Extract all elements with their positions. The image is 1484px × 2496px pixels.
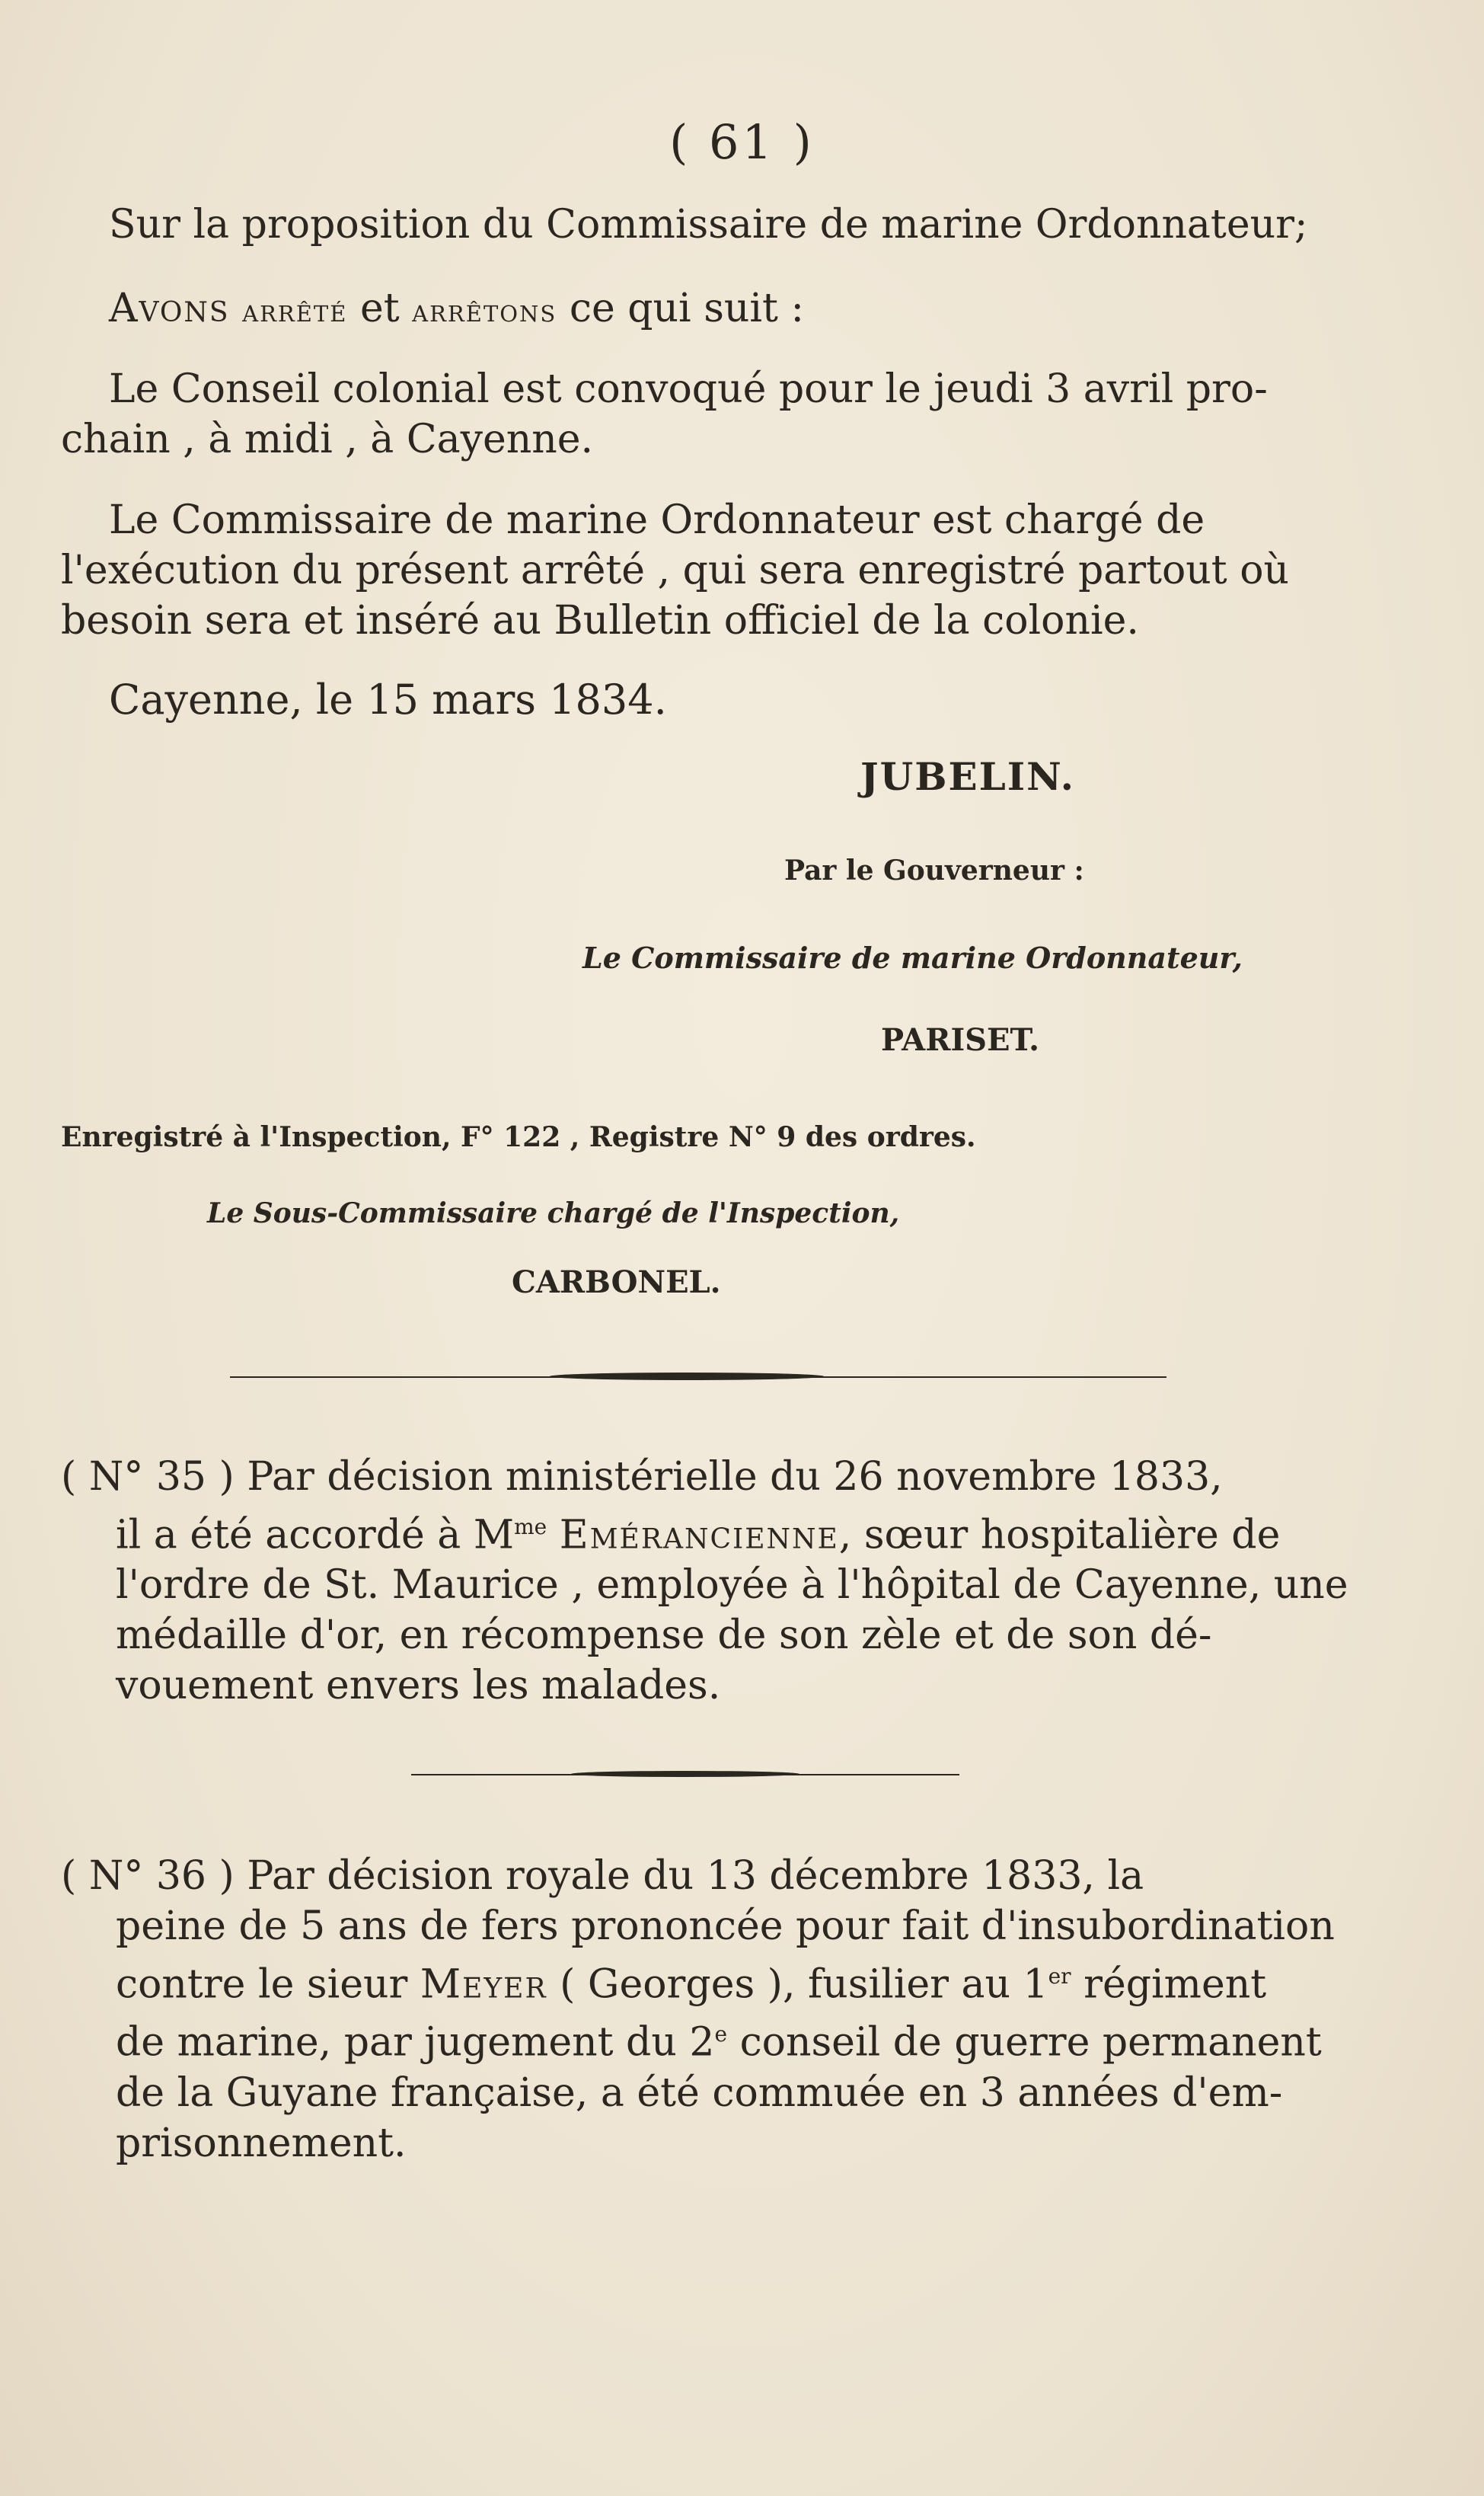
paragraph-execution [61, 495, 1325, 646]
paragraph-convocation [61, 364, 1325, 465]
date-line: Cayenne, le 15 mars 1834. [109, 676, 667, 724]
entry-text: Par décision royale du 13 décembre 1833, la [247, 1853, 1144, 1899]
entry-number: ( N° 35 ) [61, 1454, 235, 1500]
section-divider [411, 1767, 959, 1782]
entry-text: conseil de guerre permanent [739, 2019, 1322, 2066]
text-line [61, 1502, 1325, 1560]
superscript: er [1048, 1964, 1071, 1989]
intro-line: Sur la proposition du Commissaire de marine Ordonnateur; [109, 202, 1308, 248]
entry-text: , sœur hospitalière de [838, 1512, 1281, 1558]
person-name: Meyer [420, 1961, 547, 2008]
decree-word: Avons [109, 286, 230, 331]
entry-text: Par décision ministérielle du 26 novembre 1833, [247, 1454, 1223, 1500]
entry-number: ( N° 36 ) [61, 1853, 235, 1899]
text-line: besoin sera et inséré au Bulletin officiel de la colonie. [61, 598, 1139, 644]
by-governor-line: Par le Gouverneur : [784, 855, 1084, 887]
commissioner-name: PARISET. [881, 1022, 1040, 1058]
text-line: médaille d'or, en récompense de son zèle et de son dé- [116, 1612, 1212, 1659]
entry-text: régiment [1083, 1961, 1267, 2008]
decree-word: arrêtons [412, 292, 557, 329]
text-line [61, 2009, 1325, 2067]
entry-36 [61, 1851, 1335, 2168]
text-line [61, 1452, 1325, 1502]
text-line: vouement envers les malades. [116, 1663, 721, 1709]
person-name: Emérancienne [559, 1512, 839, 1558]
text-line [61, 1951, 1325, 2009]
decree-word: ce qui suit : [569, 286, 804, 331]
text-line: l'exécution du présent arrêté , qui sera enregistré partout où [61, 548, 1290, 593]
decree-line [109, 283, 804, 336]
inspector-title: Le Sous-Commissaire chargé de l'Inspection, [207, 1197, 900, 1229]
section-divider [230, 1369, 1166, 1385]
commissioner-title: Le Commissaire de marine Ordonnateur, [582, 941, 1243, 975]
text-line: Le Commissaire de marine Ordonnateur est chargé de [109, 497, 1205, 543]
inspector-name: CARBONEL. [512, 1264, 721, 1300]
text-line [61, 1851, 1325, 1901]
governor-signature: JUBELIN. [860, 754, 1076, 799]
entry-35 [61, 1452, 1348, 1711]
superscript: me [514, 1514, 547, 1539]
decree-word: arrêté [242, 292, 348, 329]
text-line: de la Guyane française, a été commuée en 3 années d'em- [116, 2069, 1283, 2116]
text-line: Le Conseil colonial est convoqué pour le jeudi 3 avril pro- [109, 366, 1268, 412]
text-line: peine de 5 ans de fers prononcée pour fait d'insubordination [116, 1903, 1335, 1949]
text-line: l'ordre de St. Maurice , employée à l'hôpital de Cayenne, une [116, 1562, 1348, 1609]
superscript: e [714, 2021, 728, 2047]
decree-word: et [359, 286, 400, 331]
text-line: prisonnement. [116, 2120, 407, 2166]
entry-text: il a été accordé à M [116, 1512, 515, 1558]
text-line: chain , à midi , à Cayenne. [61, 417, 594, 462]
entry-text: ( Georges ), fusilier au 1 [560, 1961, 1048, 2008]
page-number: ( 61 ) [669, 114, 815, 170]
registration-line: Enregistré à l'Inspection, F° 122 , Registre N° 9 des ordres. [61, 1121, 976, 1153]
entry-text: contre le sieur [116, 1961, 408, 2008]
entry-text: de marine, par jugement du 2 [116, 2019, 715, 2066]
